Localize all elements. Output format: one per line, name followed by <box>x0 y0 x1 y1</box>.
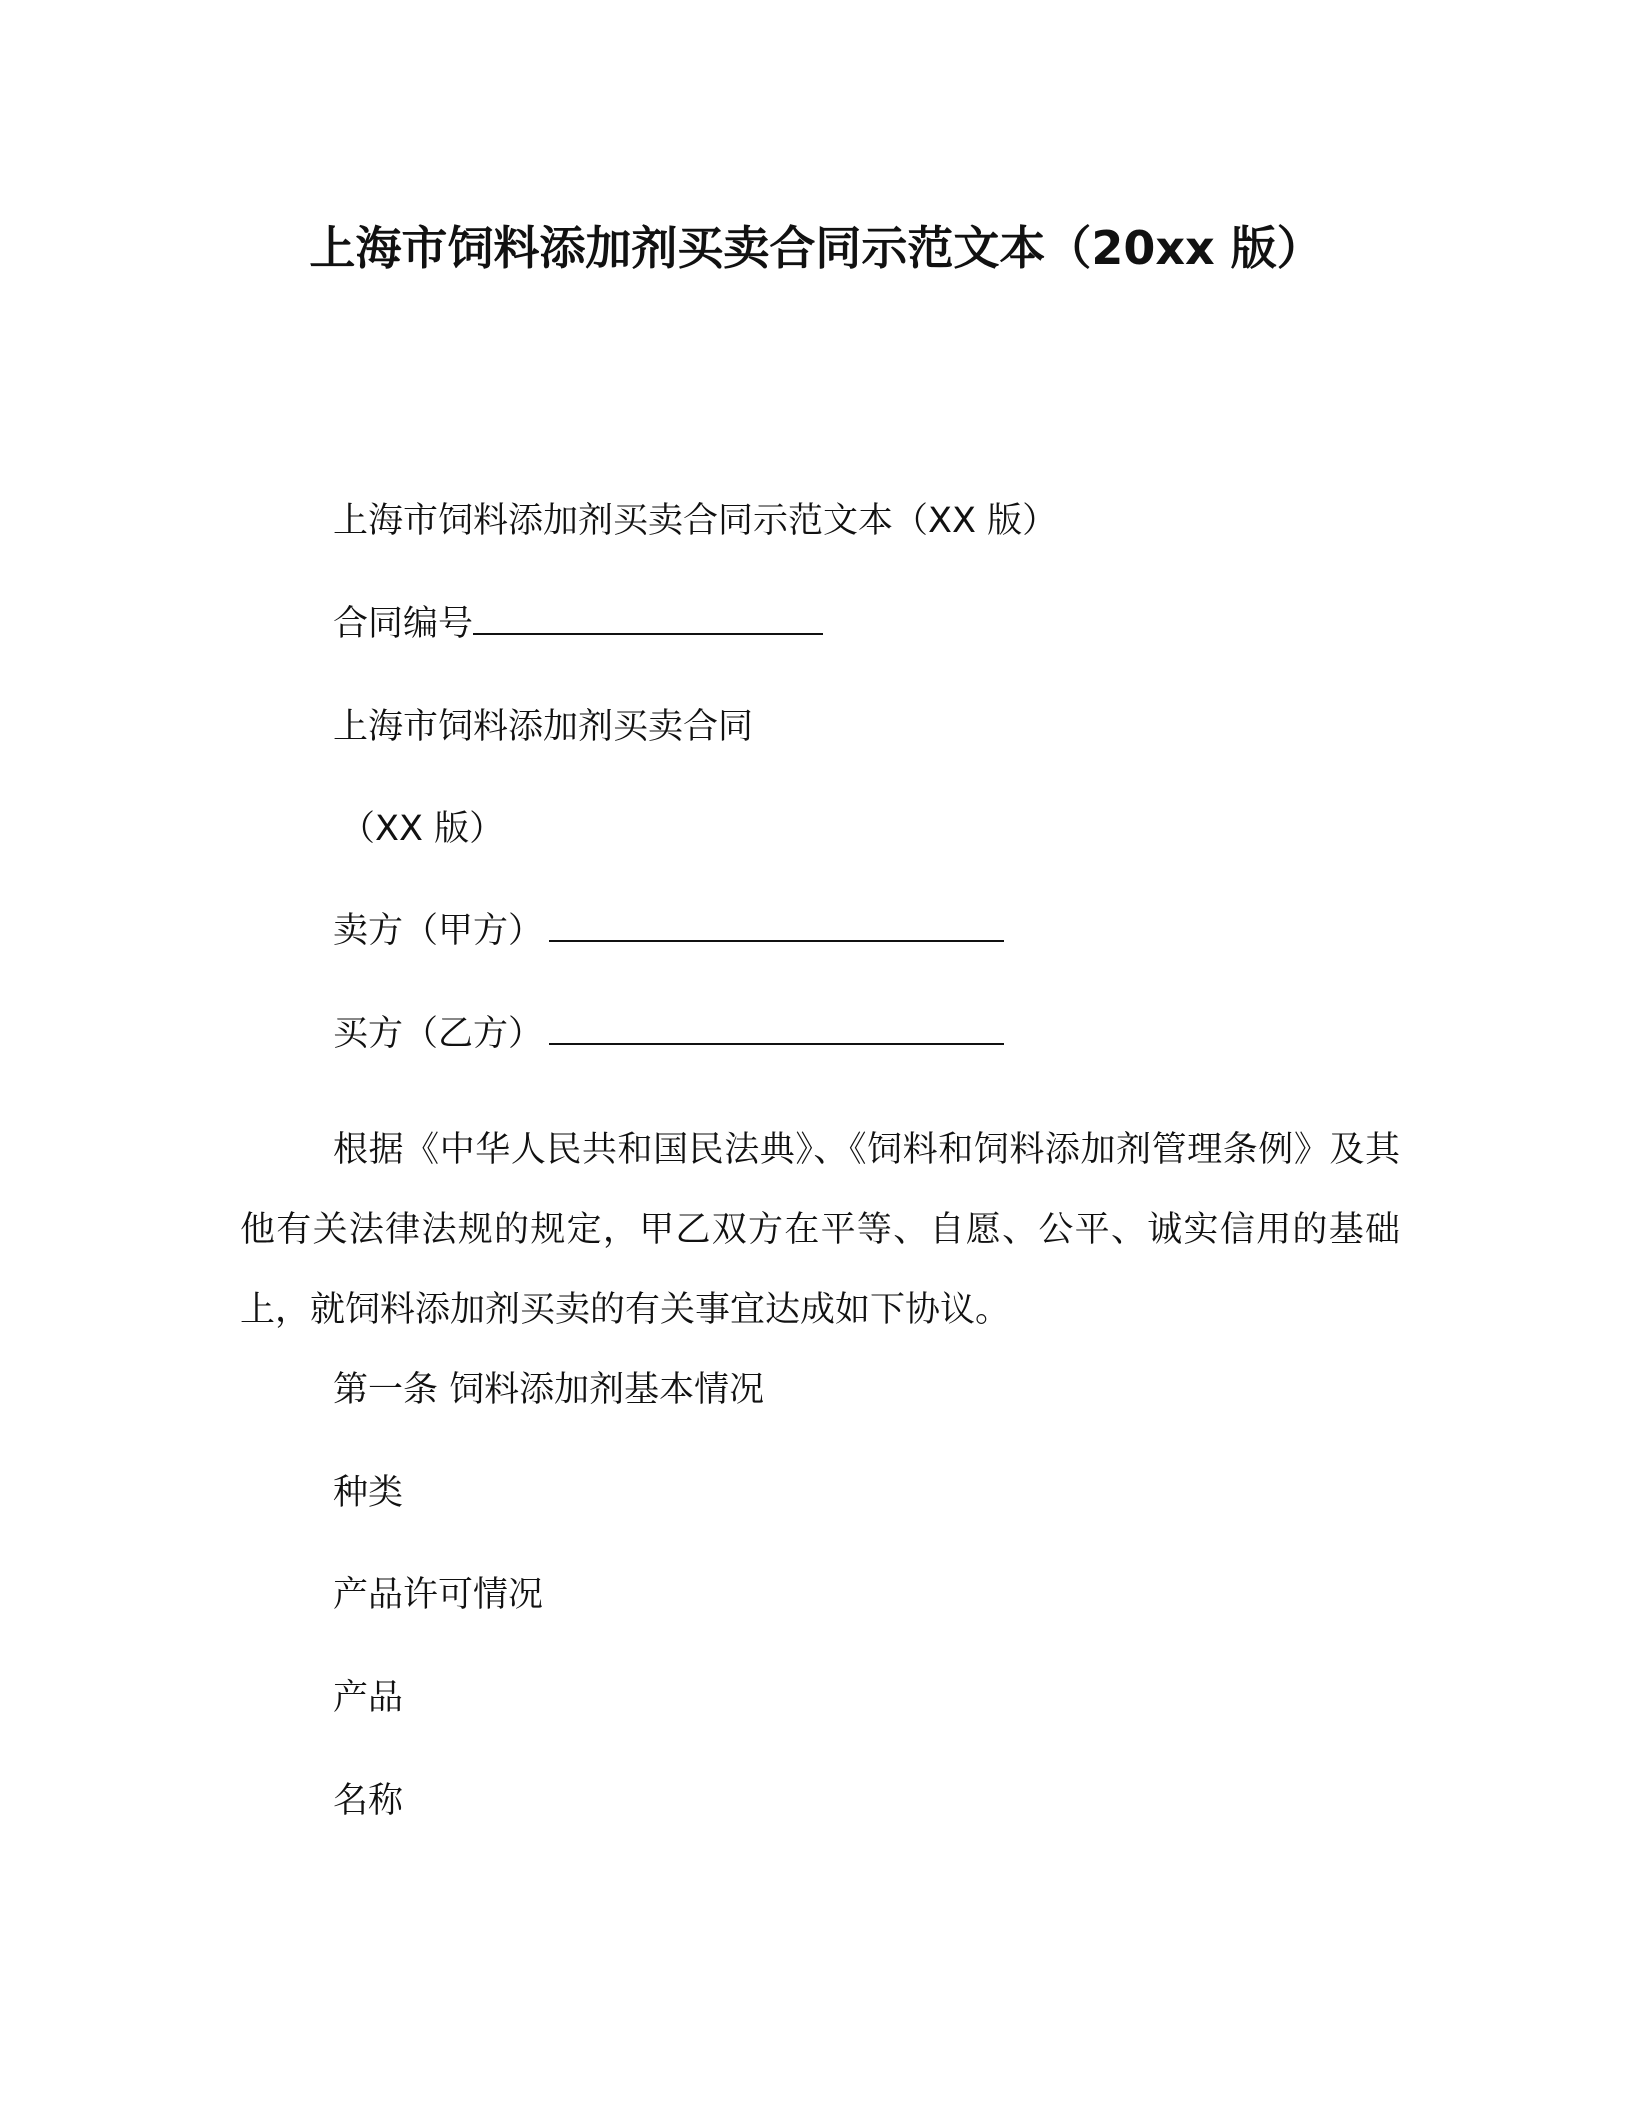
item-license: 产品许可情况 <box>333 1575 544 1615</box>
document-subtitle: 上海市饲料添加剂买卖合同示范文本（XX 版） <box>333 501 1058 541</box>
contract-name: 上海市饲料添加剂买卖合同 <box>333 707 754 747</box>
item-type: 种类 <box>333 1473 404 1513</box>
item-product: 产品 <box>333 1678 404 1718</box>
buyer-label: 买方（乙方） <box>333 1014 544 1054</box>
seller-label: 卖方（甲方） <box>333 911 544 951</box>
contract-number-blank <box>473 603 823 635</box>
contract-version: （XX 版） <box>340 809 505 849</box>
buyer-blank <box>549 1013 1004 1045</box>
seller-blank <box>549 910 1004 942</box>
article-1-heading: 第一条 饲料添加剂基本情况 <box>333 1370 765 1410</box>
document-title: 上海市饲料添加剂买卖合同示范文本（20xx 版） <box>309 221 1323 275</box>
buyer-line <box>333 1011 1004 1057</box>
contract-number-line <box>333 601 823 647</box>
preamble-paragraph: 根据《中华人民共和国民法典》、《饲料和饲料添加剂管理条例》及其他有关法律法规的规定，甲乙双方在平等、自愿、公平、诚实信用的基础上，就饲料添加剂买卖的有关事宜达成如下协议。 <box>240 1130 1400 1330</box>
contract-number-label: 合同编号 <box>333 604 474 644</box>
seller-line <box>333 908 1004 954</box>
item-name: 名称 <box>333 1781 404 1821</box>
